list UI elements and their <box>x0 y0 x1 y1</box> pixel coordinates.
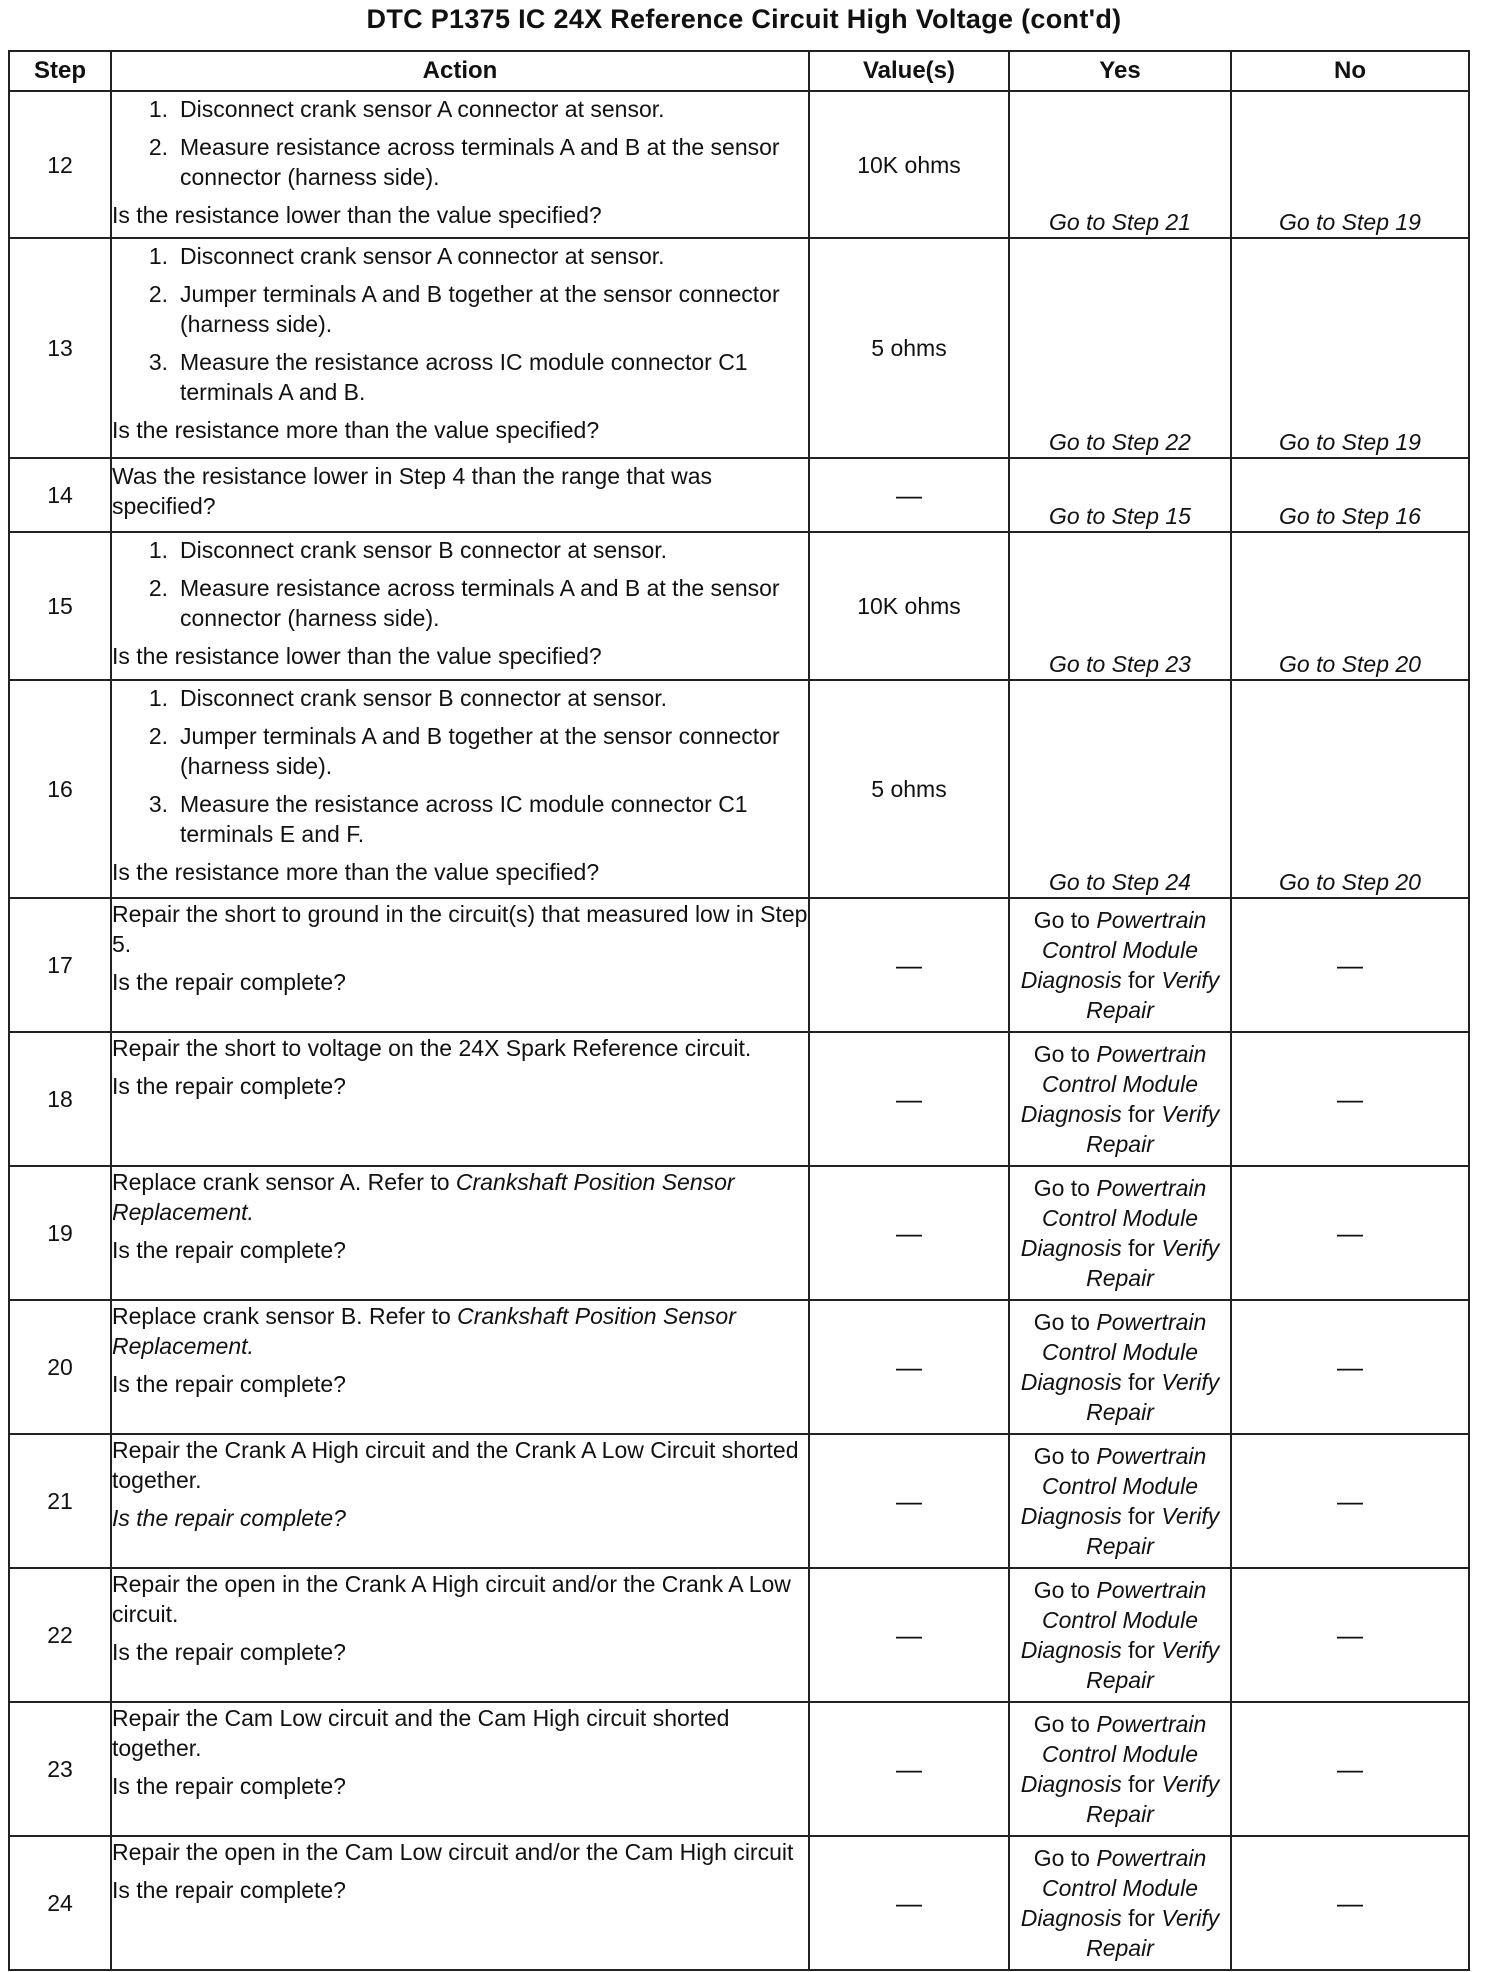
table-row <box>9 1166 1469 1300</box>
for-text: for <box>1128 1101 1155 1127</box>
verify-repair-text: Verify Repair <box>1086 1771 1220 1827</box>
go-to-text: Go to <box>1033 1309 1090 1335</box>
action-cell <box>111 1836 809 1970</box>
yes-cell <box>1009 1434 1231 1568</box>
go-to-text: Go to <box>1033 1845 1090 1871</box>
value-cell: — <box>809 1032 1009 1166</box>
table-header-row <box>9 51 1469 91</box>
table-row <box>9 898 1469 1032</box>
table-row <box>9 680 1469 898</box>
yes-cell: Go to Step 23 <box>1009 532 1231 680</box>
action-question: Is the repair complete? <box>112 969 346 995</box>
action-cell <box>111 1166 809 1300</box>
action-question: Is the resistance lower than the value specified? <box>112 643 602 669</box>
step-number: 21 <box>9 1434 111 1568</box>
action-question: Was the resistance lower in Step 4 than the range that was specified? <box>112 463 713 519</box>
action-cell <box>111 458 809 532</box>
no-cell: Go to Step 19 <box>1231 238 1469 458</box>
step-number: 24 <box>9 1836 111 1970</box>
substep-text: Disconnect crank sensor A connector at sensor. <box>180 243 665 269</box>
step-number: 15 <box>9 532 111 680</box>
action-cell <box>111 238 809 458</box>
no-cell: Go to Step 16 <box>1231 458 1469 532</box>
substep-text: Measure the resistance across IC module connector C1 terminals E and F. <box>180 791 748 847</box>
diagnosis-text: Diagnosis <box>1020 1637 1122 1663</box>
value-cell: — <box>809 898 1009 1032</box>
action-question: Is the repair complete? <box>112 1877 346 1903</box>
yes-cell: Go to Step 15 <box>1009 458 1231 532</box>
substep-number: 2. <box>148 134 168 160</box>
no-cell: Go to Step 20 <box>1231 680 1469 898</box>
yes-cell <box>1009 1032 1231 1166</box>
verify-repair-text: Verify Repair <box>1086 1637 1220 1693</box>
header-step: Step <box>9 51 111 91</box>
substep-text: Measure resistance across terminals A and B at the sensor connector (harness side). <box>180 134 780 190</box>
no-cell: — <box>1231 1836 1469 1970</box>
action-question: Is the repair complete? <box>112 1237 346 1263</box>
table-row <box>9 238 1469 458</box>
table-row <box>9 1568 1469 1702</box>
action-cell <box>111 680 809 898</box>
diagnosis-text: Diagnosis <box>1020 1503 1122 1529</box>
substep-text: Disconnect crank sensor B connector at sensor. <box>180 685 668 711</box>
value-cell: 10K ohms <box>809 532 1009 680</box>
no-cell: Go to Step 20 <box>1231 532 1469 680</box>
yes-cell: Go to Step 22 <box>1009 238 1231 458</box>
yes-cell <box>1009 898 1231 1032</box>
value-cell: — <box>809 1300 1009 1434</box>
table-row <box>9 1300 1469 1434</box>
action-question: Is the repair complete? <box>112 1371 346 1397</box>
for-text: for <box>1128 1637 1155 1663</box>
table-row <box>9 1434 1469 1568</box>
value-cell: 5 ohms <box>809 238 1009 458</box>
no-cell: — <box>1231 898 1469 1032</box>
table-row <box>9 1836 1469 1970</box>
for-text: for <box>1128 1235 1155 1261</box>
value-cell: — <box>809 1166 1009 1300</box>
pcm-link-text: Powertrain Control Module <box>1042 1175 1207 1231</box>
substep-text: Disconnect crank sensor B connector at sensor. <box>180 537 668 563</box>
substep-text: Disconnect crank sensor A connector at sensor. <box>180 96 665 122</box>
table-row <box>9 458 1469 532</box>
diagnosis-text: Diagnosis <box>1020 1101 1122 1127</box>
action-cell <box>111 1568 809 1702</box>
go-to-text: Go to <box>1033 1711 1090 1737</box>
substep-text: Jumper terminals A and B together at the sensor connector (harness side). <box>180 723 780 779</box>
diagnosis-text: Diagnosis <box>1020 1369 1122 1395</box>
verify-repair-text: Verify Repair <box>1086 1369 1220 1425</box>
for-text: for <box>1128 1905 1155 1931</box>
no-cell: Go to Step 19 <box>1231 91 1469 238</box>
action-question: Is the resistance more than the value specified? <box>112 859 600 885</box>
yes-cell: Go to Step 21 <box>1009 91 1231 238</box>
substep-number: 1. <box>148 537 168 563</box>
value-cell: 5 ohms <box>809 680 1009 898</box>
go-to-text: Go to <box>1033 1041 1090 1067</box>
go-to-text: Go to <box>1033 1175 1090 1201</box>
step-number: 22 <box>9 1568 111 1702</box>
step-number: 20 <box>9 1300 111 1434</box>
diagnosis-text: Diagnosis <box>1020 967 1122 993</box>
procedure-reference: Crankshaft Position Sensor Replacement. <box>112 1303 736 1359</box>
verify-repair-text: Verify Repair <box>1086 1235 1220 1291</box>
value-cell: — <box>809 1568 1009 1702</box>
pcm-link-text: Powertrain Control Module <box>1042 907 1207 963</box>
value-cell: — <box>809 1836 1009 1970</box>
action-cell <box>111 1032 809 1166</box>
substep-text: Measure the resistance across IC module connector C1 terminals A and B. <box>180 349 748 405</box>
verify-repair-text: Verify Repair <box>1086 1905 1220 1961</box>
action-question <box>112 1503 808 1533</box>
action-text: Replace crank sensor A. Refer to <box>112 1169 450 1195</box>
diagnosis-text: Diagnosis <box>1020 1235 1122 1261</box>
header-action: Action <box>111 51 809 91</box>
step-number: 12 <box>9 91 111 238</box>
table-row <box>9 532 1469 680</box>
step-number: 14 <box>9 458 111 532</box>
step-number: 16 <box>9 680 111 898</box>
substep-number: 1. <box>148 685 168 711</box>
value-cell: — <box>809 1702 1009 1836</box>
action-question-text: Is the repair complete? <box>112 1505 346 1531</box>
yes-cell <box>1009 1836 1231 1970</box>
pcm-link-text: Powertrain Control Module <box>1042 1711 1207 1767</box>
value-cell: 10K ohms <box>809 91 1009 238</box>
action-text: Repair the Cam Low circuit and the Cam High circuit shorted together. <box>112 1705 730 1761</box>
header-yes: Yes <box>1009 51 1231 91</box>
header-values: Value(s) <box>809 51 1009 91</box>
substep-text: Measure resistance across terminals A and B at the sensor connector (harness side). <box>180 575 780 631</box>
action-text: Repair the open in the Crank A High circuit and/or the Crank A Low circuit. <box>112 1571 791 1627</box>
no-cell: — <box>1231 1568 1469 1702</box>
substep-number: 2. <box>148 281 168 307</box>
action-text: Repair the Crank A High circuit and the Crank A Low Circuit shorted together. <box>112 1437 799 1493</box>
table-row <box>9 1702 1469 1836</box>
go-to-text: Go to <box>1033 907 1090 933</box>
table-row <box>9 1032 1469 1166</box>
page-title: DTC P1375 IC 24X Reference Circuit High Voltage (cont'd) <box>366 4 1122 34</box>
no-cell: — <box>1231 1032 1469 1166</box>
step-number: 17 <box>9 898 111 1032</box>
action-cell <box>111 532 809 680</box>
action-question: Is the resistance lower than the value specified? <box>112 202 602 228</box>
no-cell: — <box>1231 1434 1469 1568</box>
step-number: 18 <box>9 1032 111 1166</box>
substep-number: 1. <box>148 96 168 122</box>
yes-cell <box>1009 1568 1231 1702</box>
action-question: Is the repair complete? <box>112 1639 346 1665</box>
pcm-link-text: Powertrain Control Module <box>1042 1443 1207 1499</box>
yes-cell <box>1009 1166 1231 1300</box>
verify-repair-text: Verify Repair <box>1086 1503 1220 1559</box>
action-text: Repair the open in the Cam Low circuit and/or the Cam High circuit <box>112 1839 794 1865</box>
step-number: 19 <box>9 1166 111 1300</box>
action-text: Repair the short to ground in the circuit(s) that measured low in Step 5. <box>112 901 808 957</box>
pcm-link-text: Powertrain Control Module <box>1042 1845 1207 1901</box>
action-cell <box>111 91 809 238</box>
step-number: 23 <box>9 1702 111 1836</box>
pcm-link-text: Powertrain Control Module <box>1042 1041 1207 1097</box>
diagnostic-table <box>8 50 1470 1971</box>
substep-number: 1. <box>148 243 168 269</box>
table-row <box>9 91 1469 238</box>
for-text: for <box>1128 1771 1155 1797</box>
diagnosis-text: Diagnosis <box>1020 1771 1122 1797</box>
value-cell: — <box>809 458 1009 532</box>
pcm-link-text: Powertrain Control Module <box>1042 1309 1207 1365</box>
go-to-text: Go to <box>1033 1577 1090 1603</box>
substep-number: 2. <box>148 575 168 601</box>
for-text: for <box>1128 967 1155 993</box>
no-cell: — <box>1231 1300 1469 1434</box>
step-number: 13 <box>9 238 111 458</box>
action-question: Is the repair complete? <box>112 1773 346 1799</box>
action-question: Is the repair complete? <box>112 1073 346 1099</box>
substep-number: 2. <box>148 723 168 749</box>
verify-repair-text: Verify Repair <box>1086 1101 1220 1157</box>
action-text: Replace crank sensor B. Refer to <box>112 1303 451 1329</box>
header-no: No <box>1231 51 1469 91</box>
action-cell <box>111 1434 809 1568</box>
yes-cell <box>1009 1702 1231 1836</box>
action-cell <box>111 1300 809 1434</box>
action-question: Is the resistance more than the value specified? <box>112 417 600 443</box>
value-cell: — <box>809 1434 1009 1568</box>
no-cell: — <box>1231 1702 1469 1836</box>
action-cell <box>111 1702 809 1836</box>
substep-number: 3. <box>148 791 168 817</box>
no-cell: — <box>1231 1166 1469 1300</box>
yes-cell <box>1009 1300 1231 1434</box>
substep-text: Jumper terminals A and B together at the sensor connector (harness side). <box>180 281 780 337</box>
procedure-reference: Crankshaft Position Sensor Replacement. <box>112 1169 735 1225</box>
yes-cell: Go to Step 24 <box>1009 680 1231 898</box>
for-text: for <box>1128 1503 1155 1529</box>
pcm-link-text: Powertrain Control Module <box>1042 1577 1207 1633</box>
diagnosis-text: Diagnosis <box>1020 1905 1122 1931</box>
action-cell <box>111 898 809 1032</box>
for-text: for <box>1128 1369 1155 1395</box>
action-text: Repair the short to voltage on the 24X Spark Reference circuit. <box>112 1035 752 1061</box>
go-to-text: Go to <box>1033 1443 1090 1469</box>
substep-number: 3. <box>148 349 168 375</box>
verify-repair-text: Verify Repair <box>1086 967 1220 1023</box>
